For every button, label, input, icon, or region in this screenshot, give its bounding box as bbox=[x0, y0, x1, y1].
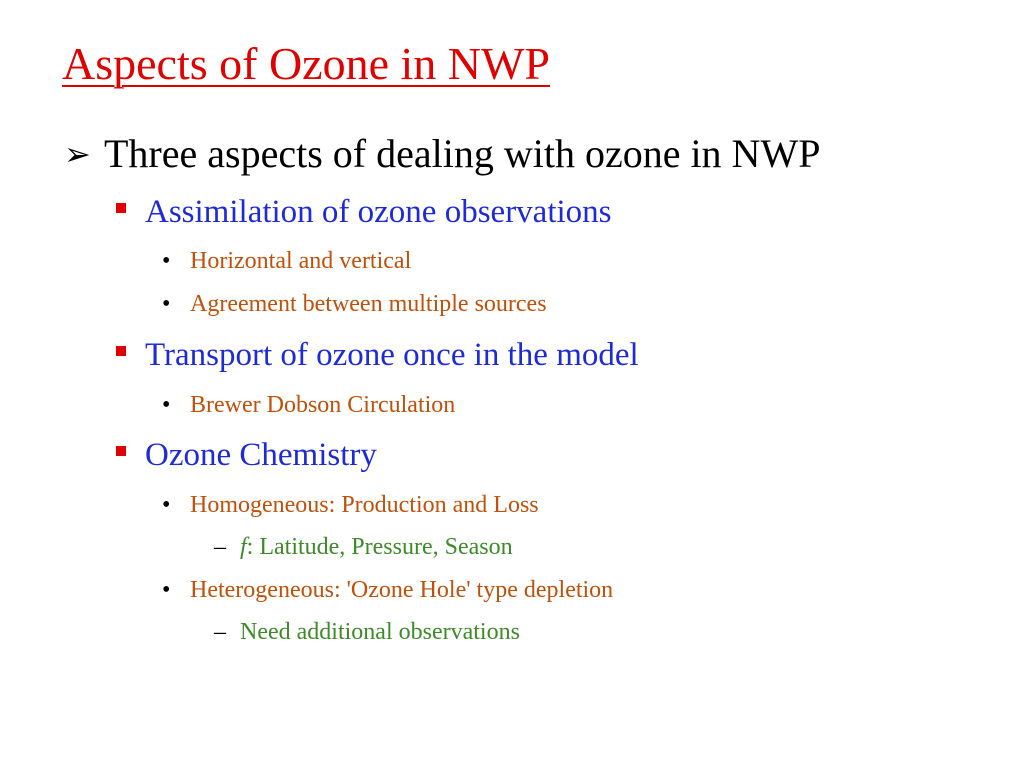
dash-bullet-icon: – bbox=[214, 619, 226, 645]
dash-bullet-icon: – bbox=[214, 534, 226, 560]
list-item bbox=[116, 435, 377, 475]
sub-list-item-label: Agreement between multiple sources bbox=[190, 291, 547, 317]
sub-list-item bbox=[162, 289, 547, 319]
sub-list-item-label: Homogeneous: Production and Loss bbox=[190, 492, 539, 518]
sub-list-item bbox=[162, 490, 539, 520]
dot-bullet-icon: • bbox=[162, 492, 171, 518]
detail-list-item bbox=[214, 617, 520, 647]
square-bullet-icon bbox=[116, 346, 126, 356]
detail-list-item-label: : Latitude, Pressure, Season bbox=[246, 534, 513, 560]
sub-list-item bbox=[162, 575, 613, 605]
detail-list-item-label: Need additional observations bbox=[240, 619, 520, 645]
dot-bullet-icon: • bbox=[162, 577, 171, 603]
arrow-right-icon: ➢ bbox=[64, 135, 91, 173]
list-item-label: Transport of ozone once in the model bbox=[145, 337, 639, 373]
dot-bullet-icon: • bbox=[162, 392, 171, 418]
sub-list-item-label: Heterogeneous: 'Ozone Hole' type depletion bbox=[190, 577, 614, 603]
heading-bullet-row bbox=[64, 130, 820, 178]
sub-list-item-label: Horizontal and vertical bbox=[190, 248, 412, 274]
detail-italic-symbol: f bbox=[240, 534, 247, 560]
sub-list-item-label: Brewer Dobson Circulation bbox=[190, 392, 456, 418]
list-item-label: Ozone Chemistry bbox=[145, 437, 377, 473]
slide-title: Aspects of Ozone in NWP bbox=[62, 38, 551, 89]
heading-text: Three aspects of dealing with ozone in NWP bbox=[104, 131, 821, 176]
detail-list-item bbox=[214, 532, 513, 562]
square-bullet-icon bbox=[116, 446, 126, 456]
sub-list-item bbox=[162, 246, 411, 276]
sub-list-item bbox=[162, 390, 455, 420]
dot-bullet-icon: • bbox=[162, 248, 171, 274]
list-item bbox=[116, 192, 612, 232]
square-bullet-icon bbox=[116, 203, 126, 213]
list-item bbox=[116, 335, 639, 375]
list-item-label: Assimilation of ozone observations bbox=[145, 194, 612, 230]
dot-bullet-icon: • bbox=[162, 291, 171, 317]
